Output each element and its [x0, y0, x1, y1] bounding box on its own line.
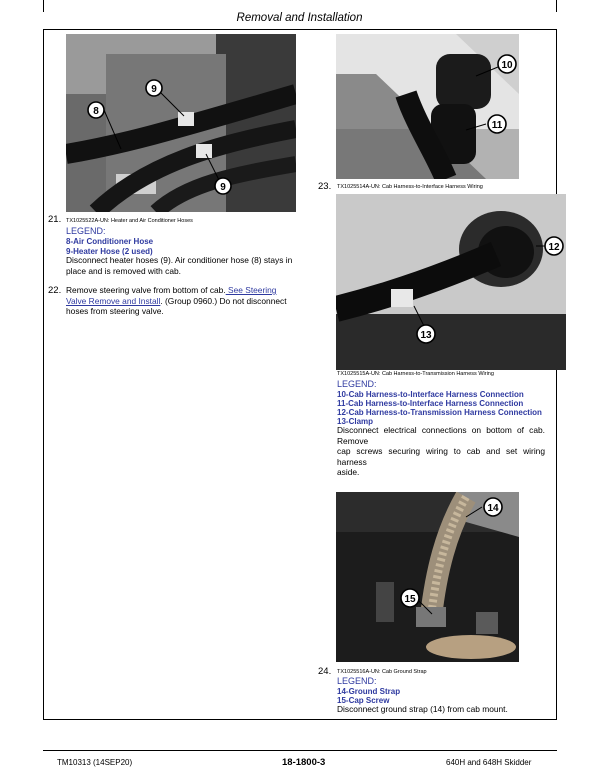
legend-item-13: 13-Clamp: [337, 417, 374, 426]
callout-9-lower: [215, 178, 231, 194]
legend-item-8: 8-Air Conditioner Hose: [66, 237, 154, 246]
callout-13: [417, 325, 435, 343]
step-21-caption: TX1025522A-UN: Heater and Air Conditioner Hoses: [66, 218, 193, 224]
step-22-text-b: . (Group 0960.) Do not disconnect: [160, 295, 287, 306]
step-23-text: [337, 425, 545, 478]
svg-text:12: 12: [548, 242, 560, 253]
step-22-text: [66, 285, 310, 317]
callout-10: [498, 55, 516, 73]
step-21-text-line: Disconnect heater hoses (9). Air conditioner hose (8) stays in: [66, 255, 293, 265]
steering-valve-link-b[interactable]: Valve Remove and Install: [66, 295, 161, 306]
step-23-legend-label: LEGEND:: [337, 379, 377, 389]
step-23-text-line: Disconnect electrical connections on bottom of cab. Remove: [337, 425, 545, 446]
photo-cab-harness-interface: [336, 34, 519, 179]
callout-15: [401, 589, 419, 607]
step-23b-caption: TX1025515A-UN: Cab Harness-to-Transmission Harness Wiring: [337, 371, 494, 377]
callout-9-upper: [146, 80, 162, 96]
step-21-text: [66, 255, 308, 276]
step-24-text: [337, 704, 545, 715]
callout-8: [88, 102, 104, 118]
photo-cab-harness-transmission: [336, 194, 566, 370]
step-23-caption: TX1025514A-UN: Cab Harness-to-Interface Harness Wiring: [337, 184, 483, 190]
callout-12: [545, 237, 563, 255]
svg-text:14: 14: [487, 503, 499, 514]
photo-cab-ground-strap: [336, 492, 519, 662]
photo-heater-ac-hoses: [66, 34, 296, 212]
svg-text:13: 13: [420, 330, 432, 341]
footer-rule: [43, 750, 557, 751]
step-23-text-line: cap screws securing wiring to cab and set wiring harness: [337, 446, 545, 467]
legend-item-11: 11-Cab Harness-to-Interface Harness Connection: [337, 399, 524, 408]
header-right-rule: [556, 0, 557, 12]
step-24-legend-label: LEGEND:: [337, 676, 377, 686]
footer-machine: 640H and 648H Skidder: [446, 758, 532, 767]
step-21-legend-label: LEGEND:: [66, 226, 106, 236]
step-24-caption: TX1025516A-UN: Cab Ground Strap: [337, 669, 427, 675]
step-23-text-line: aside.: [337, 467, 360, 478]
footer-doc-id: TM10313 (14SEP20): [57, 758, 133, 767]
header-left-rule: [43, 0, 44, 12]
callout-11: [488, 115, 506, 133]
step-22-text-a: Remove steering valve from bottom of cab.: [66, 285, 226, 295]
step-21-text-line: place and is removed with cab.: [66, 265, 181, 276]
svg-text:11: 11: [491, 120, 503, 131]
page-header-title: Removal and Installation: [236, 12, 363, 24]
step-21-number: 21.: [48, 214, 62, 225]
step-22-number: 22.: [48, 285, 62, 296]
step-24-text-line: Disconnect ground strap (14) from cab mount.: [337, 704, 508, 714]
svg-text:10: 10: [501, 60, 513, 71]
legend-item-14: 14-Ground Strap: [337, 687, 401, 696]
steering-valve-link-a[interactable]: See Steering: [225, 285, 277, 295]
svg-text:15: 15: [404, 594, 416, 605]
svg-text:9: 9: [151, 84, 157, 95]
svg-text:8: 8: [93, 106, 99, 117]
legend-item-15: 15-Cap Screw: [337, 696, 390, 705]
callout-14: [484, 498, 502, 516]
legend-item-9: 9-Heater Hose (2 used): [66, 247, 153, 256]
svg-text:9: 9: [220, 182, 226, 193]
step-22-text-c: hoses from steering valve.: [66, 306, 164, 317]
step-24-number: 24.: [318, 666, 332, 677]
step-23-number: 23.: [318, 181, 332, 192]
legend-item-12: 12-Cab Harness-to-Transmission Harness Connection: [337, 408, 542, 417]
footer-page-number: 18-1800-3: [282, 757, 326, 768]
legend-item-10: 10-Cab Harness-to-Interface Harness Connection: [337, 390, 524, 399]
